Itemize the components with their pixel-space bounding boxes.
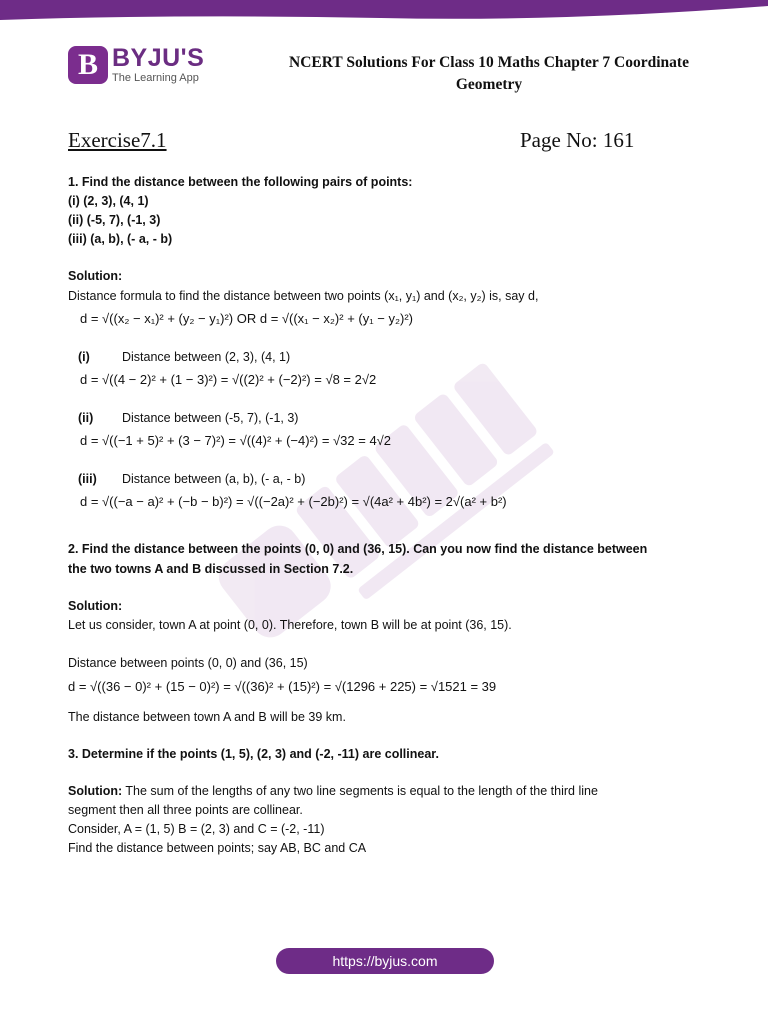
q1-part-iii: (iii) (a, b), (- a, - b) <box>68 232 173 246</box>
q1-case-i-equation: d = √((4 − 2)² + (1 − 3)²) = √((2)² + (−2)²) = √8 = 2√2 <box>80 372 377 387</box>
q1-case-ii-equation: d = √((−1 + 5)² + (3 − 7)²) = √((4)² + (−4)²) = √32 = 4√2 <box>80 433 392 448</box>
q2-solution-label: Solution: <box>68 599 123 613</box>
q1-question: 1. Find the distance between the following pairs of points: <box>68 175 413 189</box>
page-number: Page No: 161 <box>520 128 635 152</box>
q1-case-i-text: Distance between (2, 3), (4, 1) <box>122 350 291 364</box>
q2-conclusion: The distance between town A and B will be 39 km. <box>68 710 346 724</box>
q3-solution-line2: segment then all three points are collinear. <box>68 803 303 817</box>
brand-tagline: The Learning App <box>112 72 199 84</box>
brand-name: BYJU'S <box>112 44 205 72</box>
document-title: NCERT Solutions For Class 10 Maths Chapter 7 Coordinate Geometry <box>289 54 689 93</box>
q2-solution-line1: Let us consider, town A at point (0, 0). Therefore, town B will be at point (36, 15). <box>68 618 512 632</box>
q1-case-ii-text: Distance between (-5, 7), (-1, 3) <box>122 411 299 425</box>
q2-equation: d = √((36 − 0)² + (15 − 0)²) = √((36)² + (15)²) = √(1296 + 225) = √1521 = 39 <box>68 679 497 694</box>
q3-solution-line1: Solution: The sum of the lengths of any two line segments is equal to the length of the third line <box>68 784 598 798</box>
q2-question-line2: the two towns A and B discussed in Section 7.2. <box>68 562 354 576</box>
q1-solution-label: Solution: <box>68 269 123 283</box>
q1-part-ii: (ii) (-5, 7), (-1, 3) <box>68 213 161 227</box>
footer-url[interactable]: https://byjus.com <box>332 953 438 969</box>
q1-case-iii-label: (iii) <box>78 472 97 486</box>
q1-case-iii-text: Distance between (a, b), (- a, - b) <box>122 472 306 486</box>
top-banner <box>0 0 768 22</box>
q1-part-i: (i) (2, 3), (4, 1) <box>68 194 149 208</box>
exercise-title: Exercise7.1 <box>68 128 167 152</box>
q2-question-line1: 2. Find the distance between the points (0, 0) and (36, 15). Can you now find the distance between <box>68 542 648 556</box>
q1-distance-formula: d = √((x₂ − x₁)² + (y₂ − y₁)²) OR d = √((x₁ − x₂)² + (y₁ − y₂)²) <box>80 311 413 326</box>
q3-solution-line3: Consider, A = (1, 5) B = (2, 3) and C = (-2, -11) <box>68 822 325 836</box>
q1-formula-intro: Distance formula to find the distance between two points (x₁, y₁) and (x₂, y₂) is, say d, <box>68 289 539 303</box>
q3-solution-line4: Find the distance between points; say AB, BC and CA <box>68 841 367 855</box>
q1-case-ii-label: (ii) <box>78 411 94 425</box>
byjus-logo-icon: B <box>68 46 108 84</box>
q2-solution-line2: Distance between points (0, 0) and (36, 15) <box>68 656 308 670</box>
q1-case-i-label: (i) <box>78 350 90 364</box>
q1-case-iii-equation: d = √((−a − a)² + (−b − b)²) = √((−2a)² + (−2b)²) = √(4a² + 4b²) = 2√(a² + b²) <box>80 494 507 509</box>
q3-question: 3. Determine if the points (1, 5), (2, 3) and (-2, -11) are collinear. <box>68 747 439 761</box>
